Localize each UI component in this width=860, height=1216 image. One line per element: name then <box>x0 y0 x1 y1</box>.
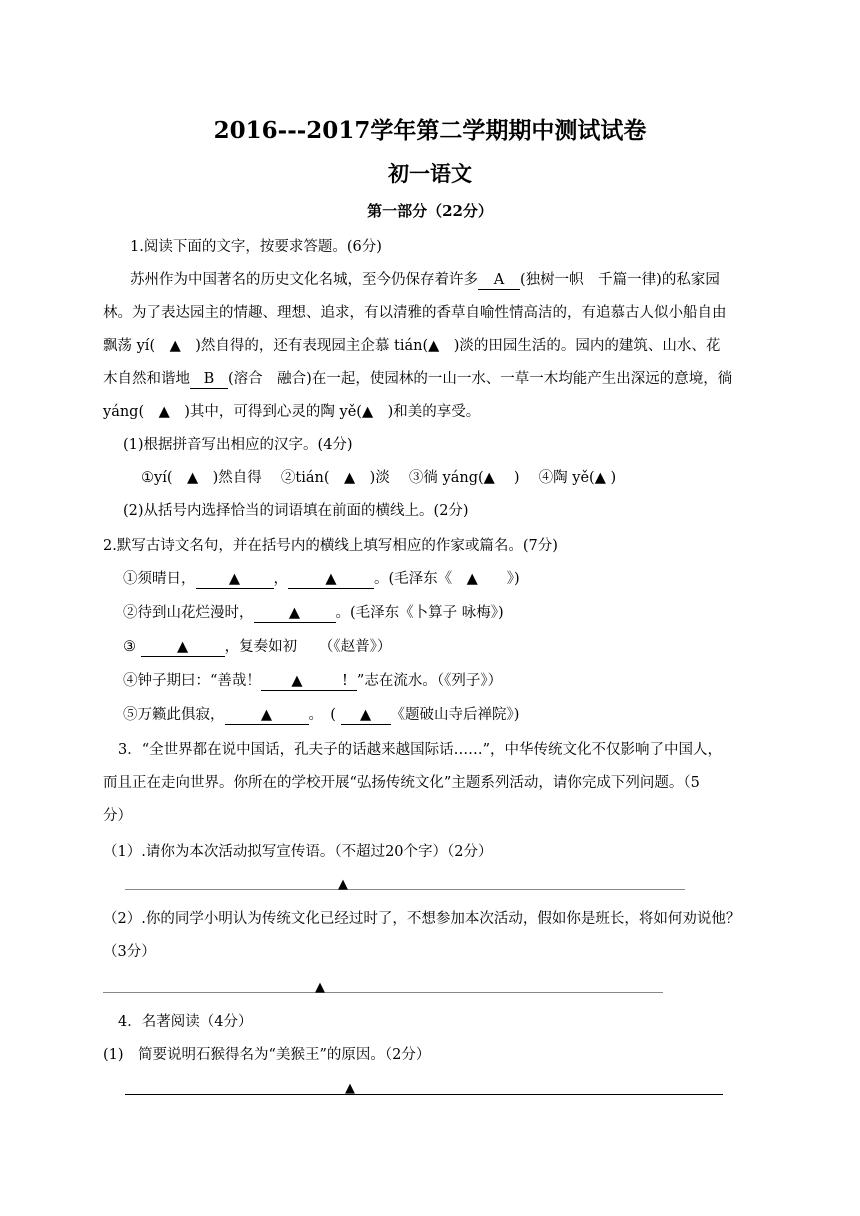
poem-text: ④钟子期曰：“善哉！ <box>123 673 261 689</box>
poem-text: ③ <box>123 639 141 655</box>
q3-sub-question-2-score: （3分） <box>103 944 156 960</box>
q2-line-4 <box>123 671 502 691</box>
poem-text: 。 ( <box>308 707 341 723</box>
q2-stem: 2.默写古诗文名句，并在括号内的横线上填写相应的作家或篇名。(7分) <box>103 538 558 554</box>
q2-line-2 <box>123 603 504 623</box>
q1-passage-line-4 <box>103 369 732 389</box>
blank-a[interactable]: A <box>478 272 520 290</box>
answer-blank[interactable]: ▲ <box>141 639 225 657</box>
passage-text: 木自然和谐地 <box>103 371 190 387</box>
answer-marker: ▲ <box>315 980 325 995</box>
passage-text: (独树一帜 千篇一律)的私家园 <box>520 272 720 288</box>
author-blank[interactable]: ▲ <box>341 707 391 725</box>
q1-sub-question-1-items: ①yí( ▲ )然自得 ②tián( ▲ )淡 ③徜 yáng(▲ ) ④陶 yě(▲ ) <box>141 470 617 486</box>
answer-blank[interactable]: ▲ <box>288 571 374 589</box>
answer-blank[interactable]: ▲ <box>254 605 336 623</box>
q1-passage-line-5: yáng( ▲ )其中，可得到心灵的陶 yě(▲ )和美的享受。 <box>103 404 481 420</box>
q3-sub-question-1: （1）.请你为本次活动拟写宣传语。（不超过20个字）（2分） <box>103 844 493 860</box>
q3-line-3: 分） <box>103 808 132 824</box>
poem-source: 。(毛泽东《 ▲ 》) <box>374 571 520 587</box>
q1-passage-line-2: 林。为了表达园主的情趣、理想、追求，有以清雅的香草自喻性情高洁的，有追慕古人似小船自由 <box>103 305 727 321</box>
answer-blank[interactable]: ▲ <box>261 673 333 691</box>
answer-blank[interactable]: ▲ <box>196 571 274 589</box>
exam-title: 2016---2017学年第二学期期中测试试卷 <box>213 117 647 144</box>
poem-text: ①须晴日， <box>123 571 196 587</box>
answer-blank[interactable]: ▲ <box>225 707 309 725</box>
poem-text: ， <box>273 571 288 587</box>
poem-text: ②待到山花烂漫时， <box>123 605 254 621</box>
poem-source: ”志在流水。（《列子》） <box>356 673 503 689</box>
answer-marker: ▲ <box>345 1081 355 1096</box>
q1-sub-question-1: (1)根据拼音写出相应的汉字。(4分) <box>123 437 353 453</box>
passage-text: (溶合 融合)在一起，使园林的一山一水、一草一木均能产生出深远的意境，徜 <box>228 371 733 387</box>
q3-sub-question-2: （2）.你的同学小明认为传统文化已经过时了，不想参加本次活动，假如你是班长，将如何劝说他？ <box>103 911 741 927</box>
q4-stem: 4．名著阅读（4分） <box>118 1014 253 1030</box>
exam-subject: 初一语文 <box>388 161 472 186</box>
poem-source: ，复奏如初 （《赵普》） <box>224 639 392 655</box>
q1-sub-question-2: (2)从括号内选择恰当的词语填在前面的横线上。(2分) <box>123 503 469 519</box>
poem-source: 。(毛泽东《卜算子 咏梅》) <box>335 605 504 621</box>
q4-sub-question-1: (1) 简要说明石猴得名为“美猴王”的原因。（2分） <box>103 1047 431 1063</box>
passage-text: 苏州作为中国著名的历史文化名城，至今仍保存着许多 <box>130 272 478 288</box>
answer-line[interactable] <box>125 889 685 890</box>
part-heading: 第一部分（22分） <box>367 202 493 220</box>
q3-line-1: 3．“全世界都在说中国话，孔夫子的话越来越国际话……”，中华传统文化不仅影响了中国人， <box>118 742 723 758</box>
answer-line[interactable] <box>125 1094 723 1095</box>
answer-marker: ▲ <box>338 877 348 892</box>
q2-line-3 <box>123 637 391 657</box>
q1-passage-line-3: 飘荡 yí( ▲ )然自得的，还有表现园主企慕 tián(▲ )淡的田园生活的。园内的建筑、山水、花 <box>103 338 721 354</box>
exclamation-mark: ! <box>333 673 357 691</box>
q1-passage-line-1 <box>130 270 720 290</box>
blank-b[interactable]: B <box>190 371 228 389</box>
q2-line-1 <box>123 569 520 589</box>
q1-stem: 1.阅读下面的文字，按要求答题。(6分) <box>130 239 382 255</box>
answer-line[interactable] <box>103 992 663 993</box>
poem-text: ⑤万籁此俱寂， <box>123 707 225 723</box>
q3-line-2: 而且正在走向世界。你所在的学校开展“弘扬传统文化”主题系列活动，请你完成下列问题。（5 <box>103 775 700 791</box>
q2-line-5 <box>123 705 519 725</box>
poem-source: 《题破山寺后禅院》) <box>390 707 520 723</box>
